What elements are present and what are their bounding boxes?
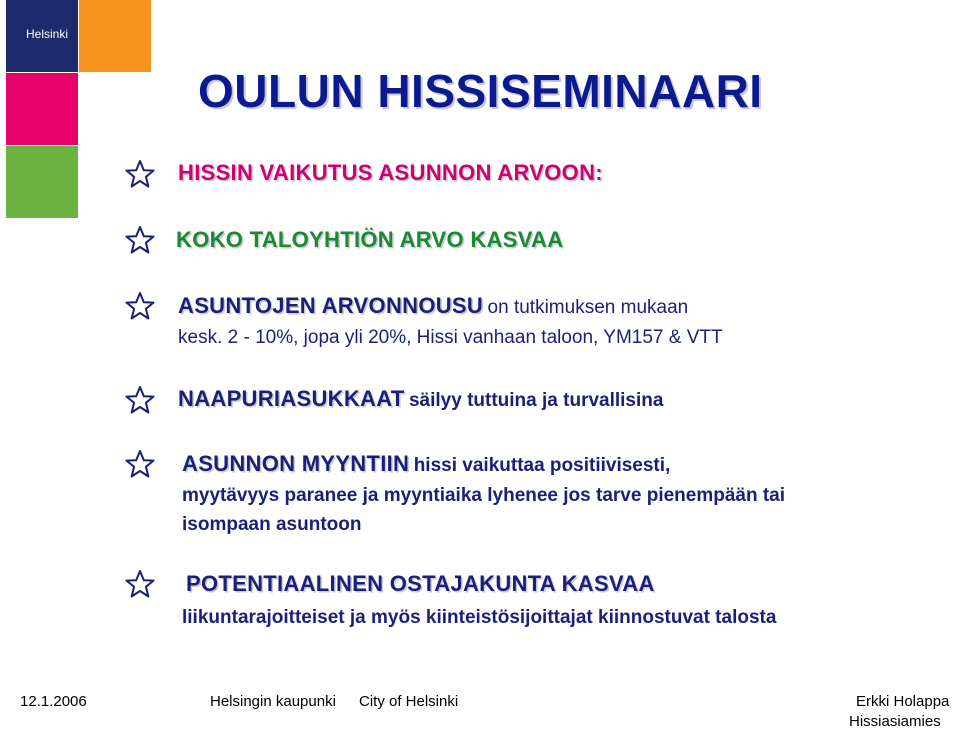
item-inline-text: säilyy tuttuina ja turvallisina — [408, 390, 664, 411]
item-heading: HISSIN VAIKUTUS ASUNNON ARVOON: — [178, 160, 603, 185]
logo-magenta-block — [6, 73, 78, 145]
footer-role: Hissiasiamies — [849, 713, 941, 730]
item-text-line: isompaan asuntoon — [182, 514, 362, 535]
footer-org: Helsingin kaupunki — [210, 693, 336, 710]
item-heading: ASUNNON MYYNTIIN — [182, 451, 410, 476]
star-outline-icon — [124, 290, 156, 322]
item-heading: KOKO TALOYHTIÖN ARVO KASVAA — [176, 227, 564, 252]
footer-author: Erkki Holappa — [856, 693, 950, 710]
logo-text: Helsinki — [26, 27, 69, 41]
star-outline-icon — [124, 158, 156, 190]
item-inline-text: hissi vaikuttaa positiivisesti, — [413, 455, 671, 476]
item-heading: NAAPURIASUKKAAT — [178, 386, 405, 411]
star-outline-icon — [124, 384, 156, 416]
item-text-line: kesk. 2 - 10%, jopa yli 20%, Hissi vanhaan taloon, YM157 & VTT — [178, 327, 723, 348]
star-outline-icon — [124, 224, 156, 256]
logo-green-block — [6, 146, 78, 218]
item-row — [178, 293, 688, 319]
item-text-line: myytävyys paranee ja myyntiaika lyhenee jos tarve pienempään tai — [182, 485, 786, 506]
item-heading: POTENTIAALINEN OSTAJAKUNTA KASVAA — [186, 571, 655, 596]
star-outline-icon — [124, 448, 156, 480]
page-title: OULUN HISSISEMINAARI — [198, 65, 763, 117]
item-text-line: liikuntarajoitteiset ja myös kiinteistösijoittajat kiinnostuvat talosta — [182, 607, 777, 628]
item-inline-text: on tutkimuksen mukaan — [487, 297, 689, 318]
logo-orange-block — [79, 0, 151, 72]
item-row — [182, 451, 670, 477]
item-row — [178, 386, 663, 412]
footer-date: 12.1.2006 — [20, 693, 87, 710]
logo-navy-block — [6, 0, 78, 72]
item-heading: ASUNTOJEN ARVONNOUSU — [178, 293, 484, 318]
star-outline-icon — [124, 568, 156, 600]
footer-org-en: City of Helsinki — [359, 693, 459, 710]
